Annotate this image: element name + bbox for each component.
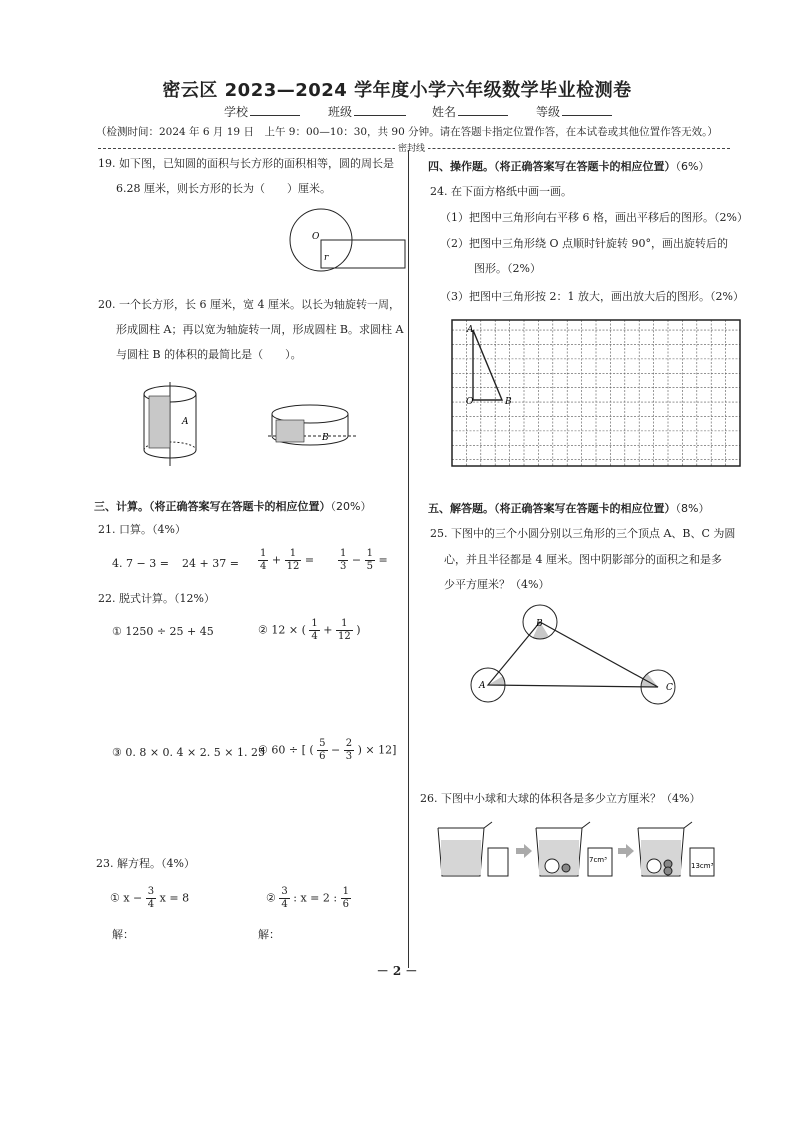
q21-expr-1: 4. 7 − 3 = [112, 557, 169, 570]
section-3-heading [94, 498, 371, 514]
name-field [432, 103, 508, 120]
q19-circle-rect-figure [285, 208, 415, 278]
cup-2-volume: 7cm³ [589, 856, 607, 864]
section-4-title: 四、操作题。（将正确答案写在答题卡的相应位置） [428, 160, 676, 173]
q20-label-b: B [322, 433, 329, 443]
beaker-3 [638, 822, 714, 876]
q23-eq-1: ① x − $\frac{3}{4}$ x = 8 [110, 886, 190, 910]
q24-label-o: O [466, 397, 474, 407]
q22-expr-4: ④ 60 ÷ [ ( $\frac{5}{6}$ − $\frac{2}{3}$ ) × 12] [258, 738, 397, 762]
big-ball [545, 859, 559, 873]
q19-line2: 6.28 厘米，则长方形的长为（ ）厘米。 [116, 182, 331, 195]
grade-label: 等级 [536, 105, 561, 119]
q25-shade-a [488, 676, 505, 685]
cup-1 [488, 848, 508, 876]
q25-label-a: A [479, 681, 486, 691]
q25-label-b: B [536, 619, 543, 629]
q26-beakers-figure [432, 818, 732, 884]
grade-blank [562, 103, 612, 116]
q26-title: 26. 下图中小球和大球的体积各是多少立方厘米？（4%） [420, 792, 701, 805]
section-4-heading [428, 158, 709, 174]
section-4-percent: （6%） [675, 160, 710, 173]
q21-expr-3: $\frac{1}{4}$ + $\frac{1}{12}$ = [260, 548, 315, 572]
q21-expr-2: 24 + 37 = [182, 557, 239, 570]
school-field [224, 103, 300, 120]
q24-label-a: A [467, 325, 474, 335]
q25-line2: 心，并且半径都是 4 厘米。图中阴影部分的面积之和是多 [444, 553, 722, 566]
section-3-title: 三、计算。（将正确答案写在答题卡的相应位置） [94, 500, 331, 513]
page-number: － 2 － [376, 964, 418, 978]
q24-item-1: （1）把图中三角形向右平移 6 格，画出平移后的图形。（2%） [440, 211, 748, 224]
q22-expr-1: ① 1250 ÷ 25 + 45 [112, 625, 214, 638]
q24-label-b: B [505, 397, 512, 407]
arrow-right-icon [618, 844, 634, 858]
exam-note: （检测时间：2024 年 6 月 19 日 上午 9：00—10：30，共 90 分钟。请在答题卡指定位置作答，在本试卷或其他位置作答无效。） [96, 126, 718, 138]
q24-grid-paper [452, 320, 740, 466]
q21-title: 21. 口算。（4%） [98, 523, 186, 536]
q22-expr-2: ② 12 × ( $\frac{1}{4}$ + $\frac{1}{12}$ ) [258, 618, 361, 642]
q25-line3: 少平方厘米？（4%） [444, 578, 550, 591]
q22-expr-3: ③ 0. 8 × 0. 4 × 2. 5 × 1. 25 [112, 746, 265, 759]
q21-expr-4: $\frac{1}{3}$ − $\frac{1}{5}$ = [340, 548, 388, 572]
school-blank [250, 103, 300, 116]
q20-line2: 形成圆柱 A；再以宽为轴旋转一周，形成圆柱 B。求圆柱 A [116, 323, 404, 336]
name-label: 姓名 [432, 105, 457, 119]
section-3-percent: （20%） [330, 500, 372, 513]
small-ball [562, 864, 570, 872]
q24-grid-lines [452, 320, 740, 466]
section-5-percent: （8%） [675, 502, 710, 515]
class-label: 班级 [328, 105, 353, 119]
q25-triangle [488, 622, 658, 687]
q22-title: 22. 脱式计算。（12%） [98, 592, 215, 605]
q20-cylinder-b-figure [266, 400, 362, 454]
q24-item-3: （3）把图中三角形按 2：1 放大，画出放大后的图形。（2%） [440, 290, 744, 303]
q23-solution-1: 解： [112, 928, 134, 941]
grade-field [536, 103, 612, 120]
seal-line-label: 密封线 [395, 141, 428, 154]
q25-line1: 25. 下图中的三个小圆分别以三角形的三个顶点 A、B、C 为圆 [430, 527, 736, 540]
q19-label-r: r [324, 253, 329, 263]
q24-title: 24. 在下面方格纸中画一画。 [430, 185, 572, 198]
q23-solution-2: 解： [258, 928, 280, 941]
cup-3-volume: 13cm³ [691, 862, 714, 870]
q24-triangle [473, 330, 502, 400]
class-blank [354, 103, 406, 116]
q19-line1: 19. 如下图，已知圆的面积与长方形的面积相等，圆的周长是 [98, 157, 394, 170]
q25-label-c: C [666, 683, 673, 693]
q20-line3: 与圆柱 B 的体积的最简比是（ ）。 [116, 348, 302, 361]
q19-rectangle [321, 240, 405, 268]
section-5-title: 五、解答题。（将正确答案写在答题卡的相应位置） [428, 502, 676, 515]
q24-item-2a: （2）把图中三角形绕 O 点顺时针旋转 90°，画出旋转后的 [440, 237, 729, 250]
q23-title: 23. 解方程。（4%） [96, 857, 195, 870]
q25-triangle-circles-figure [470, 608, 700, 708]
q20-line1: 20. 一个长方形，长 6 厘米，宽 4 厘米。以长为轴旋转一周， [98, 298, 400, 311]
q20-cylinder-a-figure [130, 378, 210, 468]
q23-eq-2: ② $\frac{3}{4}$ : x = 2 : $\frac{1}{6}$ [266, 886, 349, 910]
q20-label-a: A [182, 417, 189, 427]
section-5-heading [428, 500, 709, 516]
arrow-right-icon [516, 844, 532, 858]
name-blank [458, 103, 508, 116]
class-field [328, 103, 406, 120]
q24-item-2b: 图形。（2%） [474, 262, 541, 275]
q19-label-o: O [312, 232, 320, 242]
beaker-2 [536, 822, 612, 876]
school-label: 学校 [224, 105, 249, 119]
page-title: 密云区 2023—2024 学年度小学六年级数学毕业检测卷 [162, 80, 632, 101]
beaker-1 [438, 822, 508, 876]
